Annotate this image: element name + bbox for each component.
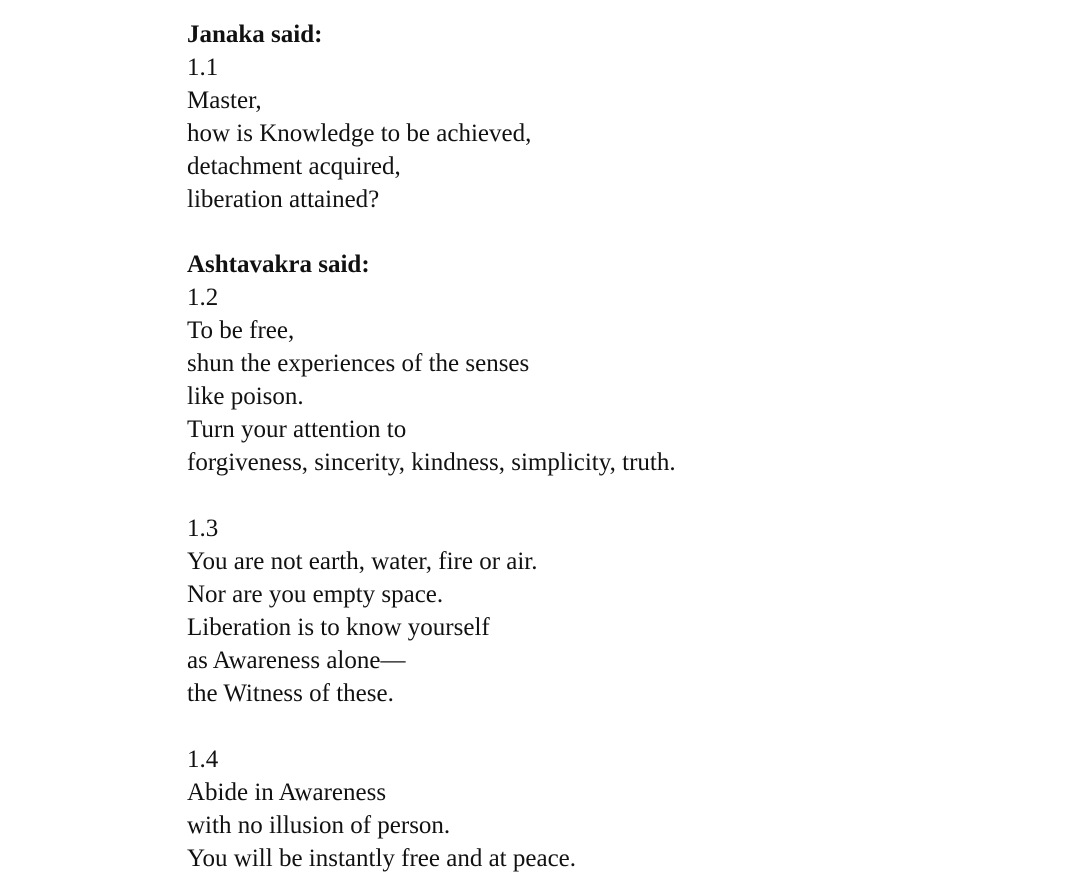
verse-line: shun the experiences of the senses bbox=[187, 350, 530, 377]
verse-number: 1.3 bbox=[187, 515, 219, 542]
verse-number: 1.4 bbox=[187, 746, 219, 773]
verse-line: Abide in Awareness bbox=[187, 779, 387, 806]
verse-line: detachment acquired, bbox=[187, 153, 401, 180]
verse-line: You are not earth, water, fire or air. bbox=[187, 548, 538, 575]
verse-spacer bbox=[187, 479, 1047, 512]
verse-line: You will be instantly free and at peace. bbox=[187, 845, 577, 872]
speaker-heading-ashtavakra: Ashtavakra said: bbox=[187, 251, 370, 278]
verse-line: Nor are you empty space. bbox=[187, 581, 444, 608]
section-spacer bbox=[187, 216, 1047, 248]
verse-line: with no illusion of person. bbox=[187, 812, 451, 839]
verse-line: as Awareness alone— bbox=[187, 647, 406, 674]
verse-line: Master, bbox=[187, 87, 262, 114]
verse-1-4 bbox=[187, 743, 1047, 875]
verse-line: forgiveness, sincerity, kindness, simplicity, truth. bbox=[187, 449, 676, 476]
verse-number: 1.2 bbox=[187, 284, 219, 311]
verse-line: Liberation is to know yourself bbox=[187, 614, 490, 641]
verse-1-3 bbox=[187, 512, 1047, 710]
verse-1-1 bbox=[187, 51, 1047, 216]
verse-line: the Witness of these. bbox=[187, 680, 394, 707]
document-page bbox=[187, 18, 1047, 875]
verse-1-2 bbox=[187, 281, 1047, 479]
verse-line: like poison. bbox=[187, 383, 304, 410]
verse-number: 1.1 bbox=[187, 54, 219, 81]
verse-line: To be free, bbox=[187, 317, 295, 344]
verse-line: how is Knowledge to be achieved, bbox=[187, 120, 532, 147]
verse-spacer bbox=[187, 710, 1047, 743]
verse-line: Turn your attention to bbox=[187, 416, 407, 443]
verse-line: liberation attained? bbox=[187, 186, 380, 213]
speaker-heading-janaka: Janaka said: bbox=[187, 21, 323, 48]
